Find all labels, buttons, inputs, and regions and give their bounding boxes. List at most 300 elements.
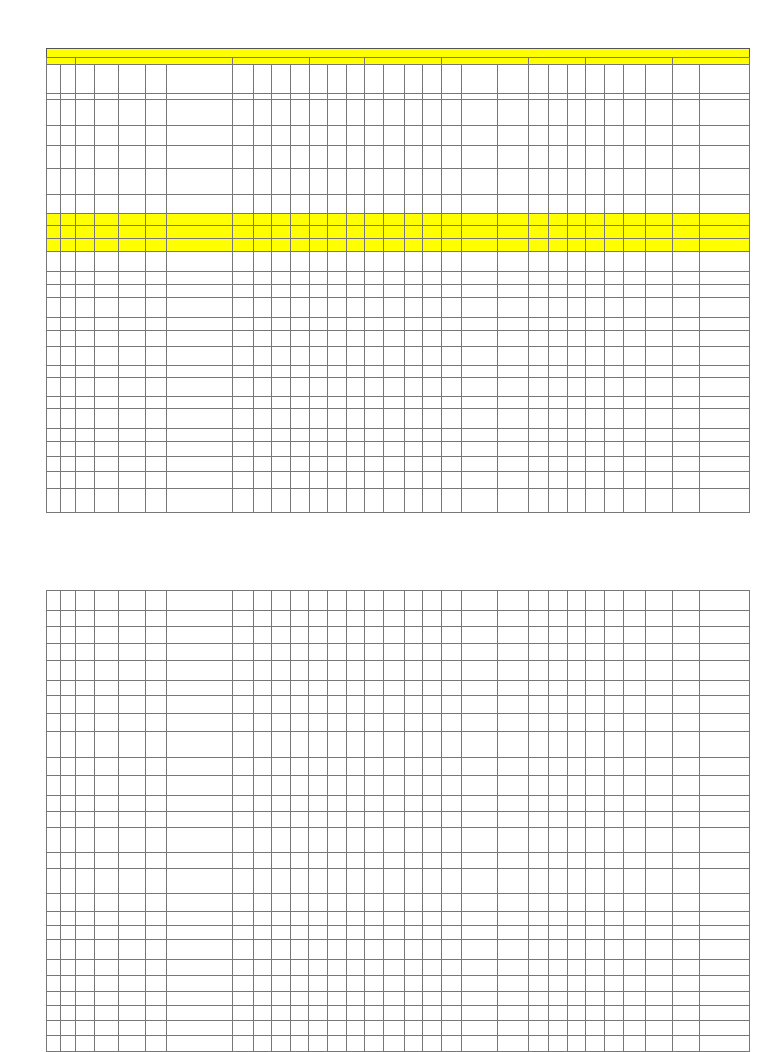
- table-cell: [346, 796, 365, 812]
- table-cell: [646, 758, 673, 776]
- table-cell: [47, 146, 61, 169]
- table-cell: [75, 1036, 94, 1052]
- table-cell: [646, 912, 673, 926]
- column-header: [166, 65, 232, 94]
- table-cell: [346, 442, 365, 457]
- table-cell: [61, 169, 75, 195]
- table-cell: [365, 239, 384, 252]
- table-cell: [166, 869, 232, 894]
- table-cell: [253, 758, 272, 776]
- table-cell: [253, 696, 272, 714]
- table-cell: [441, 661, 462, 681]
- table-cell: [233, 169, 254, 195]
- table-cell: [646, 298, 673, 318]
- table-cell: [567, 644, 586, 661]
- table-cell: [462, 696, 497, 714]
- table-cell: [623, 397, 646, 409]
- table-cell: [528, 976, 549, 992]
- table-cell: [673, 714, 700, 732]
- table-cell: [166, 696, 232, 714]
- table-row: [47, 442, 750, 457]
- table-cell: [253, 1021, 272, 1036]
- table-cell: [365, 681, 384, 696]
- table-cell: [146, 812, 167, 828]
- table-cell: [328, 226, 347, 239]
- table-cell: [290, 252, 309, 272]
- table-cell: [94, 611, 119, 627]
- table-cell: [623, 126, 646, 146]
- table-cell: [61, 347, 75, 366]
- column-header: [233, 65, 254, 94]
- table-cell: [119, 591, 146, 611]
- table-cell: [233, 661, 254, 681]
- table-cell: [623, 976, 646, 992]
- table-cell: [119, 992, 146, 1006]
- table-cell: [290, 912, 309, 926]
- table-cell: [346, 226, 365, 239]
- table-cell: [528, 366, 549, 378]
- table-row: [47, 457, 750, 472]
- table-cell: [75, 397, 94, 409]
- table-cell: [404, 409, 423, 429]
- table-cell: [604, 940, 623, 960]
- table-cell: [423, 239, 442, 252]
- table-cell: [61, 429, 75, 442]
- table-cell: [586, 1006, 605, 1021]
- table-cell: [233, 732, 254, 758]
- table-cell: [75, 1021, 94, 1036]
- table-cell: [441, 611, 462, 627]
- table-cell: [146, 195, 167, 214]
- table-cell: [646, 732, 673, 758]
- table-row: [47, 828, 750, 853]
- table-cell: [365, 472, 384, 489]
- table-cell: [47, 644, 61, 661]
- table-cell: [290, 732, 309, 758]
- table-cell: [423, 429, 442, 442]
- table-cell: [233, 252, 254, 272]
- table-cell: [346, 992, 365, 1006]
- column-header: [272, 65, 291, 94]
- table-cell: [290, 828, 309, 853]
- table-cell: [462, 714, 497, 732]
- table-cell: [462, 146, 497, 169]
- project-table-2: [46, 590, 750, 1052]
- table-cell: [272, 812, 291, 828]
- table-cell: [605, 366, 624, 378]
- table-cell: [166, 442, 232, 457]
- table-cell: [586, 869, 605, 894]
- table-cell: [383, 214, 404, 226]
- table-cell: [586, 366, 605, 378]
- table-row: [47, 940, 750, 960]
- table-cell: [61, 591, 75, 611]
- table-cell: [328, 489, 347, 513]
- table-cell: [549, 366, 568, 378]
- table-cell: [119, 661, 146, 681]
- table-cell: [272, 489, 291, 513]
- table-cell: [365, 214, 384, 226]
- table-cell: [383, 442, 404, 457]
- table-cell: [272, 285, 291, 298]
- table-cell: [146, 409, 167, 429]
- table-cell: [586, 796, 605, 812]
- table-cell: [253, 926, 272, 940]
- table-cell: [646, 442, 673, 457]
- table-cell: [166, 195, 232, 214]
- table-cell: [497, 397, 528, 409]
- table-cell: [404, 696, 423, 714]
- table-cell: [94, 285, 119, 298]
- table-cell: [272, 661, 291, 681]
- table-cell: [528, 442, 549, 457]
- table-row: [47, 429, 750, 442]
- table-cell: [328, 644, 347, 661]
- table-cell: [673, 894, 700, 912]
- table-cell: [346, 926, 365, 940]
- table-cell: [166, 214, 232, 226]
- table-cell: [586, 696, 605, 714]
- table-cell: [623, 442, 646, 457]
- table-cell: [441, 776, 462, 796]
- table-cell: [423, 853, 442, 869]
- table-row: [47, 732, 750, 758]
- table-cell: [94, 378, 119, 397]
- table-cell: [61, 1006, 75, 1021]
- table-cell: [497, 378, 528, 397]
- table-cell: [441, 100, 462, 126]
- table-cell: [673, 644, 700, 661]
- table-cell: [309, 661, 328, 681]
- table-cell: [94, 366, 119, 378]
- table-cell: [673, 1021, 700, 1036]
- table-cell: [605, 252, 624, 272]
- table-cell: [673, 214, 700, 226]
- table-cell: [328, 366, 347, 378]
- table-cell: [75, 272, 94, 285]
- table-cell: [47, 397, 61, 409]
- table-cell: [290, 409, 309, 429]
- table-cell: [75, 409, 94, 429]
- table-cell: [309, 627, 328, 644]
- table-cell: [605, 214, 624, 226]
- table-cell: [253, 366, 272, 378]
- table-cell: [290, 591, 309, 611]
- table-cell: [567, 347, 586, 366]
- table-cell: [272, 298, 291, 318]
- table-cell: [328, 347, 347, 366]
- table-cell: [423, 681, 442, 696]
- table-cell: [233, 409, 254, 429]
- table-cell: [549, 661, 568, 681]
- table-cell: [567, 366, 586, 378]
- table-cell: [646, 644, 673, 661]
- table-cell: [309, 912, 328, 926]
- table-cell: [253, 457, 272, 472]
- table-cell: [646, 1036, 673, 1052]
- table-cell: [586, 239, 605, 252]
- table-cell: [528, 146, 549, 169]
- table-cell: [75, 429, 94, 442]
- table-cell: [497, 828, 528, 853]
- table-cell: [119, 912, 146, 926]
- table-cell: [94, 272, 119, 285]
- table-cell: [75, 442, 94, 457]
- table-cell: [497, 732, 528, 758]
- table-cell: [549, 252, 568, 272]
- table-cell: [549, 457, 568, 472]
- table-cell: [586, 940, 605, 960]
- table-cell: [47, 285, 61, 298]
- table-cell: [328, 318, 347, 331]
- table-cell: [646, 627, 673, 644]
- table-cell: [528, 126, 549, 146]
- table-cell: [272, 252, 291, 272]
- table-cell: [673, 681, 700, 696]
- table-row: [47, 397, 750, 409]
- table-cell: [309, 146, 328, 169]
- table-cell: [75, 869, 94, 894]
- table-cell: [346, 696, 365, 714]
- table-cell: [346, 627, 365, 644]
- table-cell: [75, 926, 94, 940]
- table-cell: [328, 239, 347, 252]
- table-cell: [272, 331, 291, 347]
- table-cell: [146, 681, 167, 696]
- table-cell: [423, 347, 442, 366]
- column-header: [528, 65, 549, 94]
- table-cell: [75, 146, 94, 169]
- table-cell: [462, 812, 497, 828]
- table-cell: [365, 169, 384, 195]
- table-cell: [119, 366, 146, 378]
- table-cell: [528, 347, 549, 366]
- table-cell: [404, 442, 423, 457]
- table-cell: [404, 732, 423, 758]
- table-cell: [623, 869, 646, 894]
- table-cell: [61, 409, 75, 429]
- table-cell: [253, 252, 272, 272]
- table-cell: [365, 195, 384, 214]
- table-cell: [309, 960, 328, 976]
- table-cell: [462, 409, 497, 429]
- table-cell: [586, 960, 605, 976]
- table-cell: [94, 347, 119, 366]
- table-cell: [365, 146, 384, 169]
- table-cell: [404, 828, 423, 853]
- table-cell: [549, 926, 568, 940]
- table-cell: [365, 1006, 384, 1021]
- table-cell: [586, 627, 605, 644]
- table-cell: [309, 732, 328, 758]
- table-cell: [119, 976, 146, 992]
- table-cell: [75, 591, 94, 611]
- table-cell: [528, 758, 549, 776]
- table-cell: [233, 776, 254, 796]
- table-cell: [700, 366, 750, 378]
- table-cell: [549, 976, 568, 992]
- table-cell: [423, 272, 442, 285]
- table-cell: [404, 285, 423, 298]
- table-cell: [646, 940, 673, 960]
- table-cell: [61, 796, 75, 812]
- table-cell: [309, 828, 328, 853]
- table-cell: [549, 226, 568, 239]
- table-cell: [253, 661, 272, 681]
- table-cell: [497, 226, 528, 239]
- table-cell: [119, 1006, 146, 1021]
- table-cell: [365, 627, 384, 644]
- table-cell: [365, 940, 384, 960]
- table-cell: [673, 489, 700, 513]
- table-cell: [383, 1036, 404, 1052]
- table-cell: [365, 992, 384, 1006]
- table-cell: [253, 627, 272, 644]
- table-cell: [528, 940, 549, 960]
- table-cell: [290, 758, 309, 776]
- table-cell: [328, 714, 347, 732]
- table-cell: [233, 591, 254, 611]
- table-cell: [497, 489, 528, 513]
- table-cell: [567, 732, 586, 758]
- table-cell: [94, 828, 119, 853]
- table-row: [47, 126, 750, 146]
- table-cell: [119, 126, 146, 146]
- table-cell: [605, 409, 624, 429]
- table-cell: [623, 146, 646, 169]
- table-cell: [673, 960, 700, 976]
- table-cell: [404, 146, 423, 169]
- table-cell: [646, 489, 673, 513]
- table-cell: [365, 347, 384, 366]
- table-cell: [623, 732, 646, 758]
- table-cell: [604, 696, 623, 714]
- table-cell: [567, 285, 586, 298]
- table-cell: [61, 239, 75, 252]
- table-cell: [75, 976, 94, 992]
- table-cell: [94, 1021, 119, 1036]
- table-cell: [119, 812, 146, 828]
- table-cell: [383, 285, 404, 298]
- table-cell: [47, 1021, 61, 1036]
- table-cell: [567, 1021, 586, 1036]
- table-cell: [497, 442, 528, 457]
- table-cell: [646, 126, 673, 146]
- table-row: [47, 627, 750, 644]
- table-cell: [166, 318, 232, 331]
- table-cell: [47, 409, 61, 429]
- table-cell: [586, 409, 605, 429]
- table-cell: [604, 853, 623, 869]
- table-cell: [119, 331, 146, 347]
- table-cell: [700, 214, 750, 226]
- table-cell: [47, 796, 61, 812]
- table-row: [47, 239, 750, 252]
- table-cell: [146, 397, 167, 409]
- table-cell: [290, 681, 309, 696]
- table-cell: [567, 912, 586, 926]
- table-cell: [75, 285, 94, 298]
- table-cell: [673, 611, 700, 627]
- table-cell: [549, 732, 568, 758]
- table-cell: [497, 591, 528, 611]
- table-row: [47, 146, 750, 169]
- table-cell: [567, 812, 586, 828]
- table-cell: [497, 146, 528, 169]
- table-cell: [47, 696, 61, 714]
- table-cell: [146, 869, 167, 894]
- table-cell: [586, 195, 605, 214]
- table-cell: [328, 126, 347, 146]
- table-cell: [528, 992, 549, 1006]
- table-cell: [528, 397, 549, 409]
- table-cell: [328, 696, 347, 714]
- table-cell: [272, 681, 291, 696]
- table-cell: [673, 457, 700, 472]
- table-cell: [253, 489, 272, 513]
- table-cell: [309, 272, 328, 285]
- table-cell: [700, 378, 750, 397]
- table-cell: [328, 912, 347, 926]
- table-cell: [365, 378, 384, 397]
- table-cell: [567, 318, 586, 331]
- table-cell: [272, 696, 291, 714]
- table-cell: [233, 714, 254, 732]
- table-cell: [673, 912, 700, 926]
- table-cell: [673, 940, 700, 960]
- table-cell: [146, 226, 167, 239]
- table-cell: [497, 894, 528, 912]
- table-row: [47, 644, 750, 661]
- table-cell: [700, 828, 750, 853]
- table-cell: [497, 758, 528, 776]
- table-cell: [549, 214, 568, 226]
- table-cell: [346, 812, 365, 828]
- table-cell: [462, 126, 497, 146]
- table-cell: [462, 1036, 497, 1052]
- table-cell: [75, 347, 94, 366]
- table-cell: [309, 298, 328, 318]
- table-cell: [253, 828, 272, 853]
- table-cell: [462, 272, 497, 285]
- table-cell: [272, 869, 291, 894]
- table-cell: [700, 472, 750, 489]
- table-cell: [119, 409, 146, 429]
- table-cell: [365, 409, 384, 429]
- table-cell: [623, 714, 646, 732]
- table-cell: [497, 214, 528, 226]
- table-cell: [423, 912, 442, 926]
- table-cell: [623, 1006, 646, 1021]
- table-cell: [233, 226, 254, 239]
- table-cell: [497, 1021, 528, 1036]
- table-cell: [700, 100, 750, 126]
- table-cell: [61, 214, 75, 226]
- table-cell: [233, 146, 254, 169]
- table-cell: [549, 331, 568, 347]
- table-cell: [673, 992, 700, 1006]
- table-cell: [462, 611, 497, 627]
- table-cell: [346, 732, 365, 758]
- table-cell: [646, 195, 673, 214]
- table-cell: [346, 272, 365, 285]
- table-cell: [365, 853, 384, 869]
- table-cell: [441, 272, 462, 285]
- table-cell: [462, 681, 497, 696]
- table-cell: [423, 869, 442, 894]
- table-cell: [146, 1021, 167, 1036]
- table-cell: [586, 397, 605, 409]
